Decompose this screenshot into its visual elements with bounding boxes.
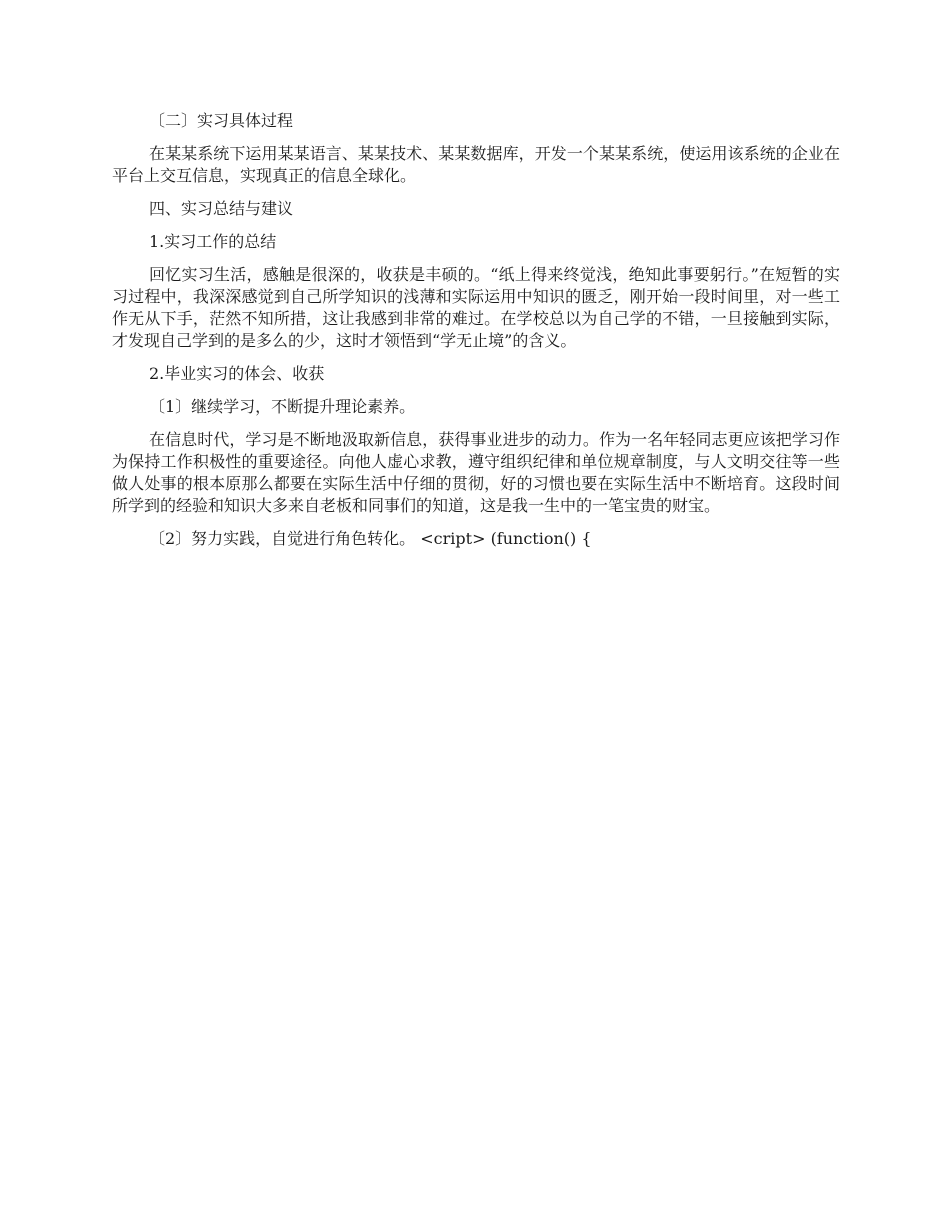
section-heading-summary: 四、实习总结与建议 — [149, 199, 294, 218]
subheading-work-summary: 1.实习工作的总结 — [149, 232, 277, 251]
section-heading-process: 〔二〕实习具体过程 — [149, 111, 294, 130]
document-page — [112, 110, 840, 561]
subheading-gains: 2.毕业实习的体会、收获 — [149, 364, 325, 383]
list-item-practice: 〔2〕努力实践，自觉进行角色转化。 <cript> (function() { — [149, 529, 592, 548]
body-paragraph-process: 在某某系统下运用某某语言、某某技术、某某数据库，开发一个某某系统，使运用该系统的企业在平台上交互信息，实现真正的信息全球化。 — [112, 144, 840, 185]
list-item-continue-learning: 〔1〕继续学习，不断提升理论素养。 — [149, 397, 416, 416]
body-paragraph-reflection: 回忆实习生活，感触是很深的，收获是丰硕的。“纸上得来终觉浅，绝知此事要躬行。”在短暂的实习过程中，我深深感觉到自己所学知识的浅薄和实际运用中知识的匮乏，刚开始一段时间里，对一些工作无从下手，茫然不知所措，这让我感到非常的难过。在学校总以为自己学的不错，一旦接触到实际，才发现自己学到的是多么的少，这时才领悟到“学无止境”的含义。 — [112, 265, 840, 350]
body-paragraph-learning: 在信息时代，学习是不断地汲取新信息，获得事业进步的动力。作为一名年轻同志更应该把学习作为保持工作积极性的重要途径。向他人虚心求教，遵守组织纪律和单位规章制度，与人文明交往等一些做人处事的根本原那么都要在实际生活中仔细的贯彻，好的习惯也要在实际生活中不断培育。这段时间所学到的经验和知识大多来自老板和同事们的知道，这是我一生中的一笔宝贵的财宝。 — [112, 430, 840, 515]
